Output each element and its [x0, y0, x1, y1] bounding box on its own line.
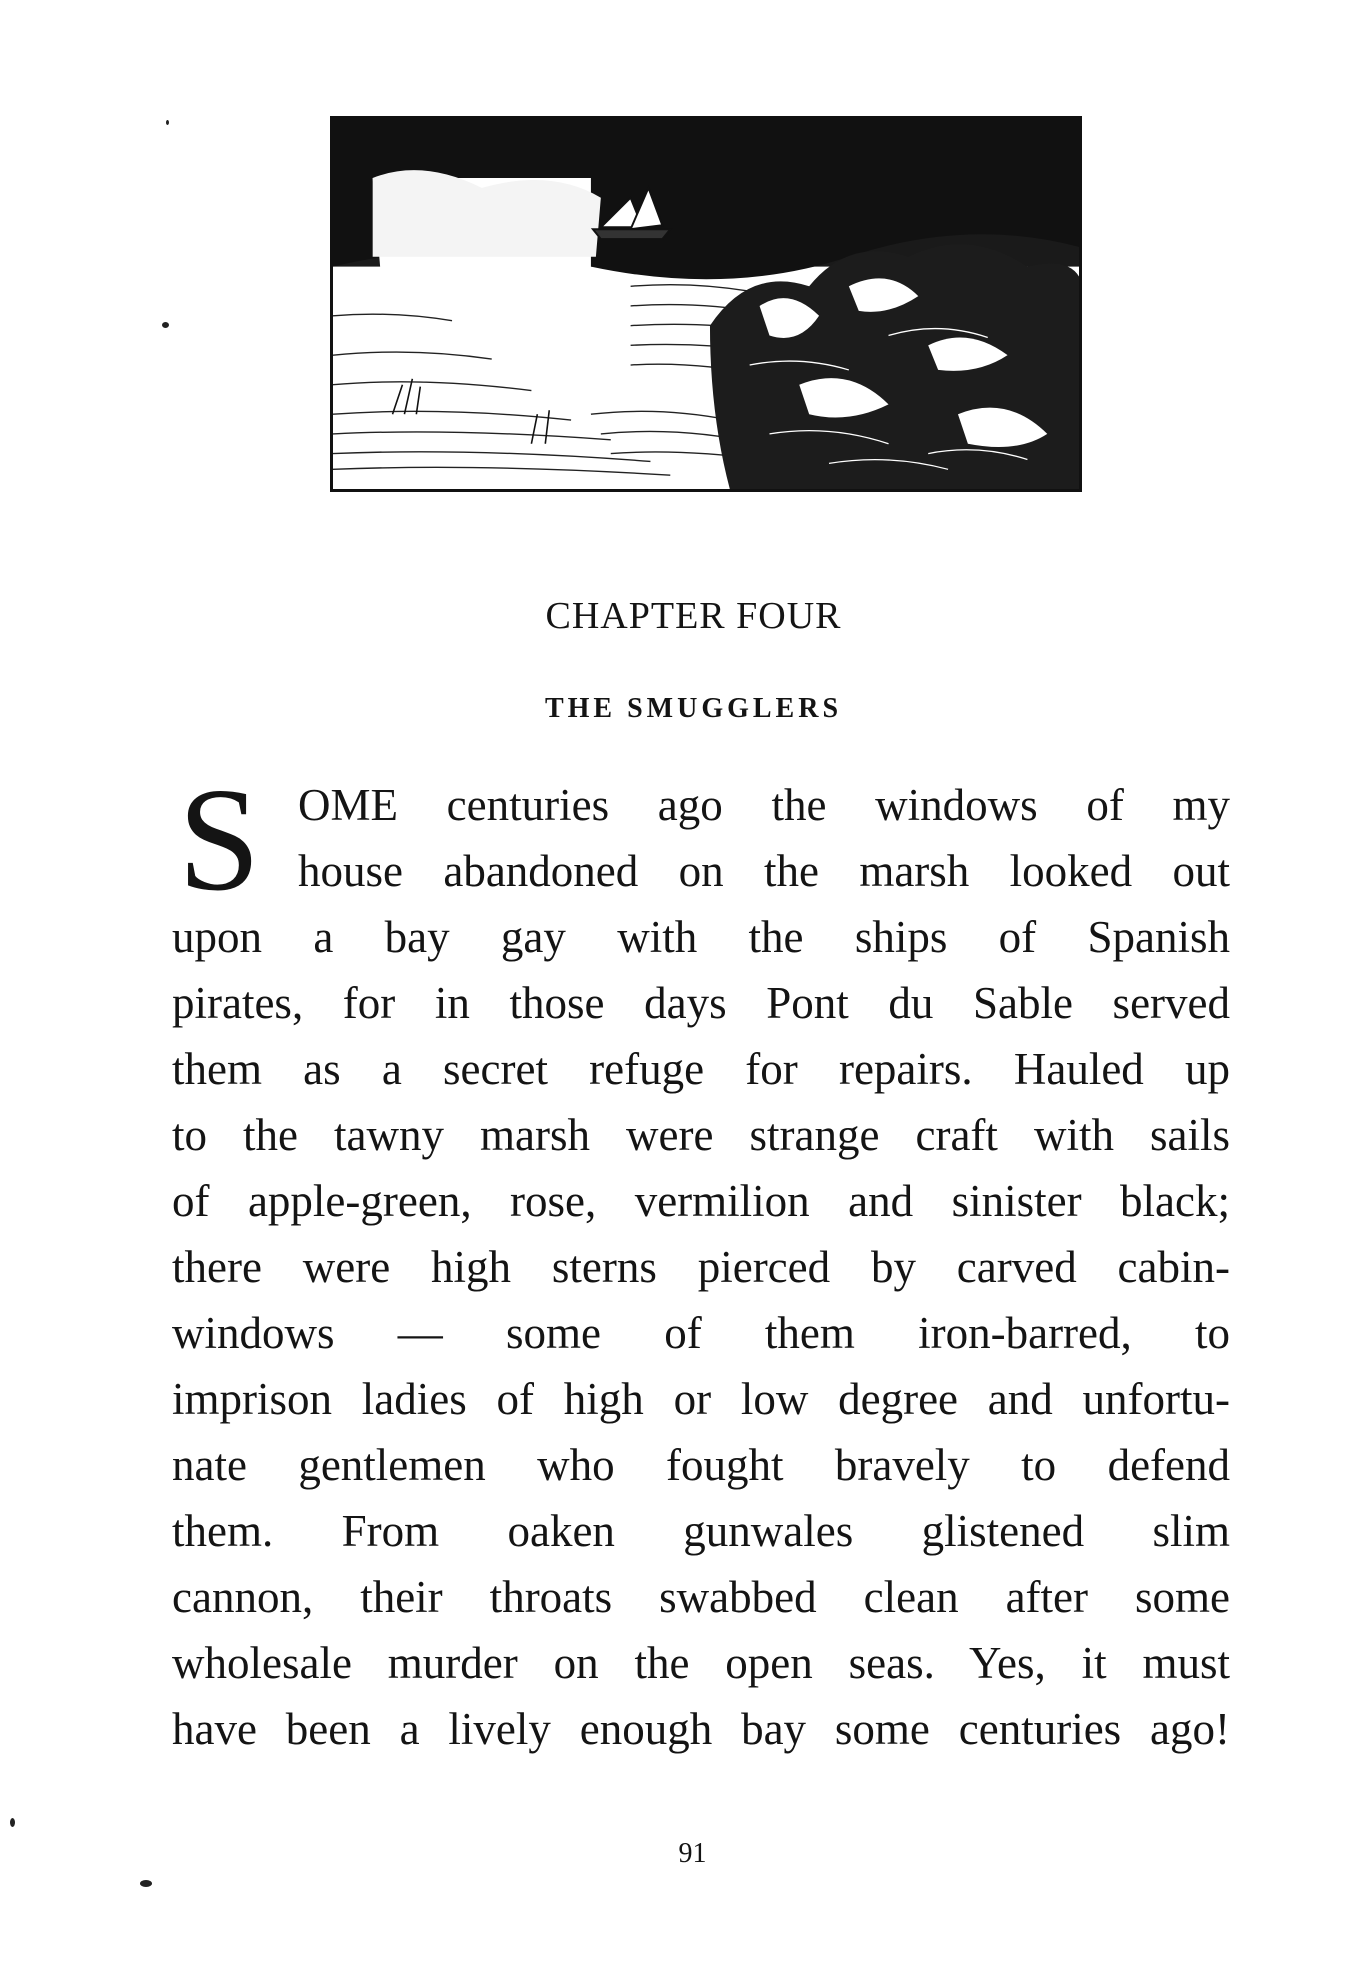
page-number: 91	[678, 1838, 707, 1869]
text-line: upon a bay gay with the ships of Spanish	[172, 912, 1230, 962]
drop-cap: S	[178, 758, 261, 922]
text-line: house abandoned on the marsh looked out	[298, 846, 1230, 896]
text-line: them as a secret refuge for repairs. Hauled up	[172, 1044, 1230, 1094]
text-line: pirates, for in those days Pont du Sable served	[172, 978, 1230, 1028]
scan-speck	[140, 1880, 152, 1887]
scan-speck	[10, 1818, 15, 1827]
text-line: imprison ladies of high or low degree and unfortu-	[172, 1374, 1230, 1424]
text-line: them. From oaken gunwales glistened slim	[172, 1506, 1230, 1556]
chapter-title: CHAPTER FOUR	[545, 595, 842, 637]
text-line: windows — some of them iron-barred, to	[172, 1308, 1230, 1358]
chapter-subtitle: THE SMUGGLERS	[544, 693, 843, 724]
text-line: of apple-green, rose, vermilion and sinister black;	[172, 1176, 1230, 1226]
text-line: OME centuries ago the windows of my	[298, 780, 1230, 830]
text-line: there were high sterns pierced by carved cabin-	[172, 1242, 1230, 1292]
chapter-header-illustration	[330, 116, 1082, 492]
text-line: wholesale murder on the open seas. Yes, it must	[172, 1638, 1230, 1688]
text-line: have been a lively enough bay some centuries ago!	[172, 1704, 1230, 1754]
scan-speck	[166, 120, 169, 125]
text-line: nate gentlemen who fought bravely to defend	[172, 1440, 1230, 1490]
text-line: cannon, their throats swabbed clean after some	[172, 1572, 1230, 1622]
scan-speck	[162, 322, 169, 328]
marsh-bay-ship-engraving-icon	[333, 119, 1079, 489]
text-line: to the tawny marsh were strange craft with sails	[172, 1110, 1230, 1160]
